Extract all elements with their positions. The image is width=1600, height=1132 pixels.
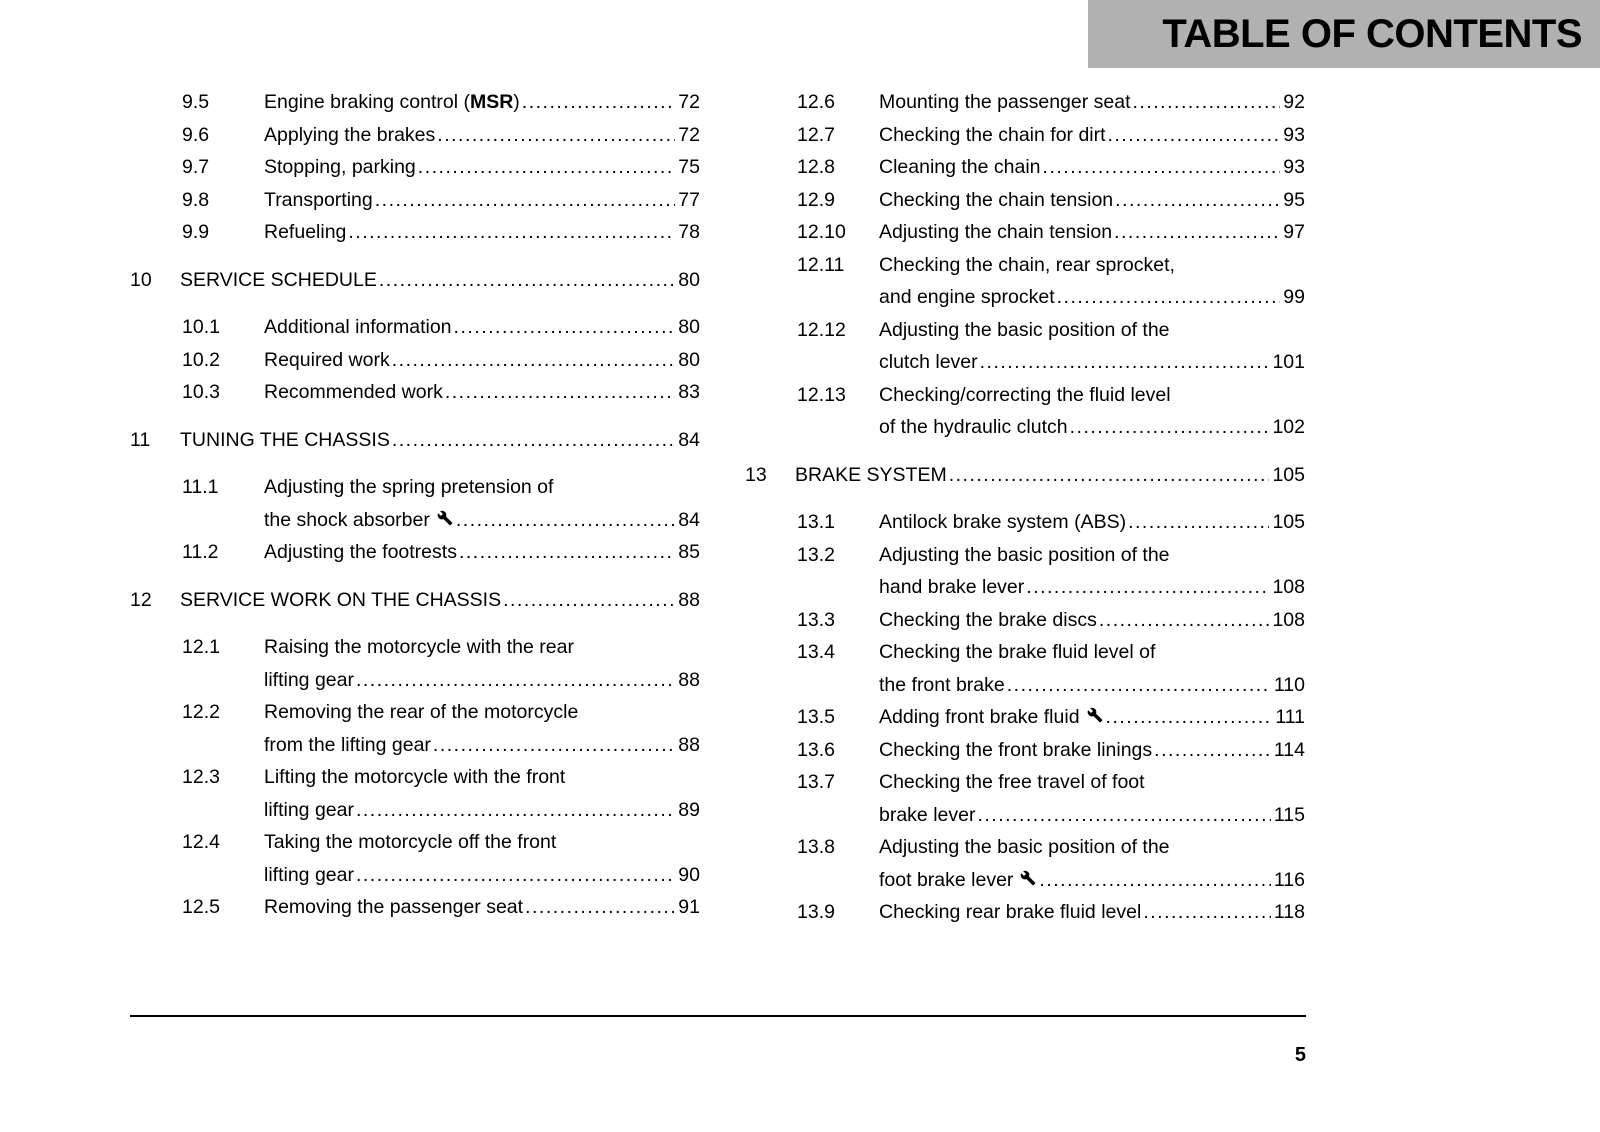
entry-title-text: Checking/correcting the fluid level (879, 383, 1171, 406)
page-ref: 101 (1272, 351, 1305, 373)
entry-number: 12.7 (797, 123, 835, 146)
dot-leader (392, 424, 675, 457)
entry-body (180, 424, 700, 457)
entry-line (879, 571, 1305, 604)
toc-entry (745, 119, 1305, 152)
page-ref: 77 (678, 188, 700, 211)
dot-leader (379, 264, 675, 297)
entry-body (264, 761, 700, 826)
page-ref: 116 (1273, 868, 1305, 891)
entry-number: 12.3 (182, 766, 220, 788)
entry-line (879, 896, 1305, 929)
entry-title-text: Adjusting the basic position of the (879, 543, 1170, 566)
entry-line (264, 761, 700, 794)
entry-line (879, 249, 1305, 282)
page-ref: 99 (1283, 286, 1305, 308)
entry-line (264, 859, 700, 892)
entry-title-text: Removing the passenger seat (264, 896, 524, 918)
entry-body (264, 344, 700, 377)
page-header-banner (1088, 0, 1600, 68)
entry-number: 10.2 (182, 348, 220, 371)
entry-body (879, 506, 1305, 539)
entry-line (264, 344, 700, 377)
entry-title-text: Adjusting the basic position of the (879, 836, 1170, 858)
toc-entry (745, 151, 1305, 184)
page-ref: 78 (678, 221, 700, 243)
dot-leader (1114, 216, 1280, 249)
entry-line (264, 794, 700, 827)
toc-entry (745, 459, 1305, 492)
entry-title-text: Checking the front brake linings (879, 738, 1153, 761)
toc-entry (130, 696, 700, 761)
entry-title-text: Applying the brakes (264, 123, 436, 146)
entry-title-text: Checking the free travel of foot (879, 771, 1145, 793)
entry-title-text: Required work (264, 348, 390, 371)
page-ref: 85 (678, 541, 700, 563)
entry-title-text: Recommended work (264, 381, 443, 403)
entry-title-text: clutch lever (879, 351, 978, 373)
entry-line (879, 411, 1305, 444)
toc-entry (745, 766, 1305, 831)
entry-line (879, 539, 1305, 572)
entry-title-text: the shock absorber (264, 508, 430, 531)
entry-title-text: the front brake (879, 673, 1005, 696)
entry-line (879, 766, 1305, 799)
entry-line (264, 311, 700, 344)
entry-body (264, 151, 700, 184)
entry-line (264, 216, 700, 249)
entry-line (264, 631, 700, 664)
entry-number: 11 (130, 428, 151, 451)
entry-line (180, 424, 700, 457)
dot-leader (1133, 86, 1281, 119)
page-ref: 93 (1283, 156, 1305, 178)
entry-body (264, 376, 700, 409)
entry-line (879, 216, 1305, 249)
entry-number: 13.9 (797, 901, 835, 923)
dot-leader (1143, 896, 1271, 929)
toc-entry (745, 539, 1305, 604)
page-ref: 108 (1272, 608, 1305, 631)
entry-title-text: Engine braking control ( (264, 91, 470, 113)
entry-title-text: Adjusting the footrests (264, 541, 457, 563)
entry-title-text: Transporting (264, 188, 373, 211)
page-ref: 84 (678, 508, 700, 531)
toc-entry (745, 831, 1305, 896)
entry-number: 12.4 (182, 831, 220, 853)
entry-line (264, 119, 700, 152)
entry-number: 10.3 (182, 381, 220, 403)
toc-entry (745, 636, 1305, 701)
dot-leader (375, 184, 676, 217)
entry-title-text: hand brake lever (879, 576, 1025, 598)
entry-number: 12.2 (182, 701, 220, 723)
entry-number: 13.6 (797, 738, 835, 761)
entry-title-text: Antilock brake system (ABS) (879, 511, 1127, 533)
page-ref: 95 (1283, 188, 1305, 211)
dot-leader (356, 794, 675, 827)
toc-entry (130, 826, 700, 891)
entry-title-text: of the hydraulic clutch (879, 416, 1068, 438)
page-ref: 110 (1273, 673, 1305, 696)
dot-leader (437, 119, 675, 152)
page-ref: 105 (1272, 463, 1305, 486)
entry-line (879, 831, 1305, 864)
entry-line (264, 471, 700, 504)
entry-number: 12.1 (182, 636, 220, 658)
entry-number: 13.4 (797, 641, 835, 663)
entry-line (264, 664, 700, 697)
entry-body (879, 636, 1305, 701)
toc-entry (745, 379, 1305, 444)
entry-title-text: Additional information (264, 316, 452, 338)
toc-entry (130, 631, 700, 696)
page-ref: 105 (1272, 511, 1305, 533)
entry-body (264, 471, 700, 536)
entry-body (264, 696, 700, 761)
dot-leader (503, 584, 675, 617)
toc-entry (130, 216, 700, 249)
entry-title-text: SERVICE WORK ON THE CHASSIS (180, 588, 502, 611)
dot-leader (1039, 864, 1271, 897)
entry-number: 10 (130, 268, 152, 291)
entry-number: 13.1 (797, 511, 835, 533)
entry-line (264, 151, 700, 184)
entry-title-text: Adjusting the chain tension (879, 221, 1113, 243)
toc-entry (130, 311, 700, 344)
toc-entry (745, 184, 1305, 217)
entry-title-text: Adding front brake fluid (879, 706, 1080, 728)
toc-entry (130, 151, 700, 184)
entry-body (879, 216, 1305, 249)
entry-number: 12.10 (797, 221, 846, 243)
page-ref: 84 (678, 428, 700, 451)
entry-title-text: Adjusting the basic position of the (879, 318, 1170, 341)
entry-title-text: Checking rear brake fluid level (879, 901, 1142, 923)
page-ref: 72 (678, 123, 700, 146)
entry-line (264, 536, 700, 569)
entry-number: 12.8 (797, 156, 835, 178)
dot-leader (1043, 151, 1281, 184)
entry-body (879, 184, 1305, 217)
page-ref: 114 (1273, 738, 1305, 761)
entry-line (879, 604, 1305, 637)
page-ref: 90 (678, 863, 700, 886)
dot-leader (525, 891, 675, 924)
entry-title-text: Cleaning the chain (879, 156, 1041, 178)
entry-line (264, 504, 700, 537)
entry-title-text: foot brake lever (879, 868, 1014, 891)
toc-column-right (745, 86, 1305, 929)
toc-entry (130, 344, 700, 377)
entry-number: 12.12 (797, 318, 846, 341)
entry-title-text: Refueling (264, 221, 347, 243)
entry-number: 13.5 (797, 706, 835, 728)
entry-title-text: Checking the brake discs (879, 608, 1097, 631)
entry-title-text: lifting gear (264, 798, 354, 821)
toc-entry (745, 86, 1305, 119)
dot-leader (456, 504, 675, 537)
entry-number: 9.6 (182, 123, 210, 146)
toc-column-left (130, 86, 700, 929)
toc-entry (745, 604, 1305, 637)
entry-body (264, 536, 700, 569)
page-ref: 115 (1273, 803, 1305, 826)
toc-entry (130, 584, 700, 617)
dot-leader (454, 311, 676, 344)
entry-line (264, 826, 700, 859)
entry-title-text: lifting gear (264, 863, 354, 886)
toc-entry (745, 249, 1305, 314)
entry-line (879, 119, 1305, 152)
entry-number: 12.11 (797, 253, 845, 276)
entry-title-text: ) (513, 91, 520, 113)
entry-line (264, 729, 700, 762)
toc-entry (130, 264, 700, 297)
entry-body (879, 379, 1305, 444)
dot-leader (418, 151, 676, 184)
entry-line (879, 701, 1305, 734)
entry-title-text: Checking the brake fluid level of (879, 641, 1156, 663)
entry-body (879, 119, 1305, 152)
entry-number: 12 (130, 588, 152, 611)
page-ref: 72 (678, 91, 700, 113)
entry-body (879, 539, 1305, 604)
page-ref: 75 (678, 156, 700, 178)
entry-title-text: Stopping, parking (264, 156, 416, 178)
dot-leader (1108, 119, 1281, 152)
dot-leader (392, 344, 676, 377)
table-of-contents (130, 86, 1306, 929)
entry-title-text: lifting gear (264, 668, 354, 691)
dot-leader (977, 799, 1270, 832)
entry-body (879, 151, 1305, 184)
dot-leader (1007, 669, 1271, 702)
page-ref: 88 (678, 668, 700, 691)
entry-line (879, 864, 1305, 897)
dot-leader (1026, 571, 1269, 604)
entry-title-text: TUNING THE CHASSIS (180, 428, 390, 451)
entry-line (879, 86, 1305, 119)
entry-body (795, 459, 1305, 492)
entry-number: 13 (745, 463, 767, 486)
dot-leader (980, 346, 1270, 379)
entry-number: 9.9 (182, 221, 210, 243)
page-ref: 91 (678, 896, 700, 918)
toc-entry (745, 314, 1305, 379)
entry-title-text: Adjusting the spring pretension of (264, 476, 554, 498)
entry-line (879, 281, 1305, 314)
entry-line (879, 151, 1305, 184)
entry-body (264, 631, 700, 696)
entry-title-text: MSR (469, 91, 514, 113)
entry-body (879, 701, 1305, 734)
entry-line (879, 734, 1305, 767)
toc-entry (130, 471, 700, 536)
dot-leader (356, 859, 675, 892)
entry-body (879, 734, 1305, 767)
entry-title-text: from the lifting gear (264, 733, 431, 756)
entry-line (264, 184, 700, 217)
entry-title-text: BRAKE SYSTEM (795, 463, 947, 486)
toc-entry (130, 184, 700, 217)
toc-entry (130, 891, 700, 924)
entry-body (180, 264, 700, 297)
entry-number: 13.2 (797, 543, 835, 566)
entry-title-text: Checking the chain tension (879, 188, 1114, 211)
entry-title-text: Checking the chain for dirt (879, 123, 1106, 146)
entry-line (264, 696, 700, 729)
entry-body (264, 86, 700, 119)
page-ref: 88 (678, 588, 700, 611)
entry-line (264, 376, 700, 409)
entry-number: 11.2 (182, 541, 219, 563)
entry-number: 9.5 (182, 91, 210, 113)
entry-body (879, 86, 1305, 119)
dot-leader (522, 86, 676, 119)
page-ref: 89 (678, 798, 700, 821)
entry-title-text: and engine sprocket (879, 286, 1055, 308)
page-ref: 80 (678, 268, 700, 291)
entry-line (879, 346, 1305, 379)
entry-number: 10.1 (182, 316, 220, 338)
page-ref: 92 (1283, 91, 1305, 113)
entry-body (264, 891, 700, 924)
entry-title-text: brake lever (879, 803, 976, 826)
entry-number: 12.13 (797, 383, 846, 406)
page-ref: 118 (1273, 901, 1305, 923)
page-ref: 97 (1283, 221, 1305, 243)
entry-title-text: Raising the motorcycle with the rear (264, 636, 574, 658)
dot-leader (1154, 734, 1271, 767)
page-ref: 83 (678, 381, 700, 403)
toc-entry (130, 424, 700, 457)
dot-leader (348, 216, 675, 249)
dot-leader (949, 459, 1270, 492)
entry-body (879, 314, 1305, 379)
entry-title-text: SERVICE SCHEDULE (180, 268, 377, 291)
wrench-icon (1087, 701, 1103, 734)
page-title: TABLE OF CONTENTS (1162, 11, 1582, 56)
entry-line (879, 314, 1305, 347)
page-ref: 80 (678, 348, 700, 371)
dot-leader (1070, 411, 1270, 444)
wrench-icon (1020, 864, 1036, 897)
toc-entry (130, 761, 700, 826)
entry-title-text: Lifting the motorcycle with the front (264, 766, 566, 788)
dot-leader (445, 376, 675, 409)
entry-number: 9.7 (182, 156, 210, 178)
entry-body (264, 184, 700, 217)
toc-entry (130, 119, 700, 152)
entry-body (879, 896, 1305, 929)
wrench-icon (437, 504, 453, 537)
entry-line (879, 799, 1305, 832)
page-ref: 111 (1275, 706, 1305, 728)
entry-line (879, 184, 1305, 217)
toc-entry (745, 216, 1305, 249)
dot-leader (1099, 604, 1270, 637)
entry-number: 11.1 (182, 476, 219, 498)
entry-body (264, 119, 700, 152)
footer-rule (130, 1015, 1306, 1017)
footer-page-number: 5 (1294, 1044, 1306, 1066)
dot-leader (356, 664, 675, 697)
entry-line (180, 584, 700, 617)
entry-title-text: Removing the rear of the motorcycle (264, 701, 579, 723)
entry-title-text: Mounting the passenger seat (879, 91, 1131, 113)
entry-line (879, 669, 1305, 702)
page-ref: 102 (1272, 416, 1305, 438)
page-ref: 80 (678, 316, 700, 338)
entry-line (264, 86, 700, 119)
toc-entry (745, 506, 1305, 539)
entry-body (264, 311, 700, 344)
dot-leader (433, 729, 675, 762)
toc-entry (130, 536, 700, 569)
toc-entry (745, 896, 1305, 929)
entry-title-text: Taking the motorcycle off the front (264, 831, 557, 853)
entry-number: 13.8 (797, 836, 835, 858)
entry-body (879, 249, 1305, 314)
entry-line (879, 636, 1305, 669)
dot-leader (459, 536, 675, 569)
toc-entry (130, 86, 700, 119)
entry-body (264, 826, 700, 891)
dot-leader (1128, 506, 1269, 539)
toc-entry (130, 376, 700, 409)
entry-number: 12.9 (797, 188, 835, 211)
entry-title-text: Checking the chain, rear sprocket, (879, 253, 1175, 276)
entry-body (879, 766, 1305, 831)
entry-line (180, 264, 700, 297)
entry-number: 13.7 (797, 771, 835, 793)
page-ref: 93 (1283, 123, 1305, 146)
entry-line (879, 379, 1305, 412)
dot-leader (1106, 701, 1273, 734)
entry-body (180, 584, 700, 617)
entry-number: 12.5 (182, 896, 220, 918)
entry-body (879, 831, 1305, 896)
entry-line (264, 891, 700, 924)
entry-number: 9.8 (182, 188, 210, 211)
dot-leader (1115, 184, 1280, 217)
page-ref: 88 (678, 733, 700, 756)
page-ref: 108 (1272, 576, 1305, 598)
dot-leader (1057, 281, 1281, 314)
entry-body (879, 604, 1305, 637)
entry-number: 12.6 (797, 91, 835, 113)
entry-number: 13.3 (797, 608, 835, 631)
entry-line (795, 459, 1305, 492)
toc-entry (745, 734, 1305, 767)
entry-body (264, 216, 700, 249)
toc-entry (745, 701, 1305, 734)
entry-line (879, 506, 1305, 539)
